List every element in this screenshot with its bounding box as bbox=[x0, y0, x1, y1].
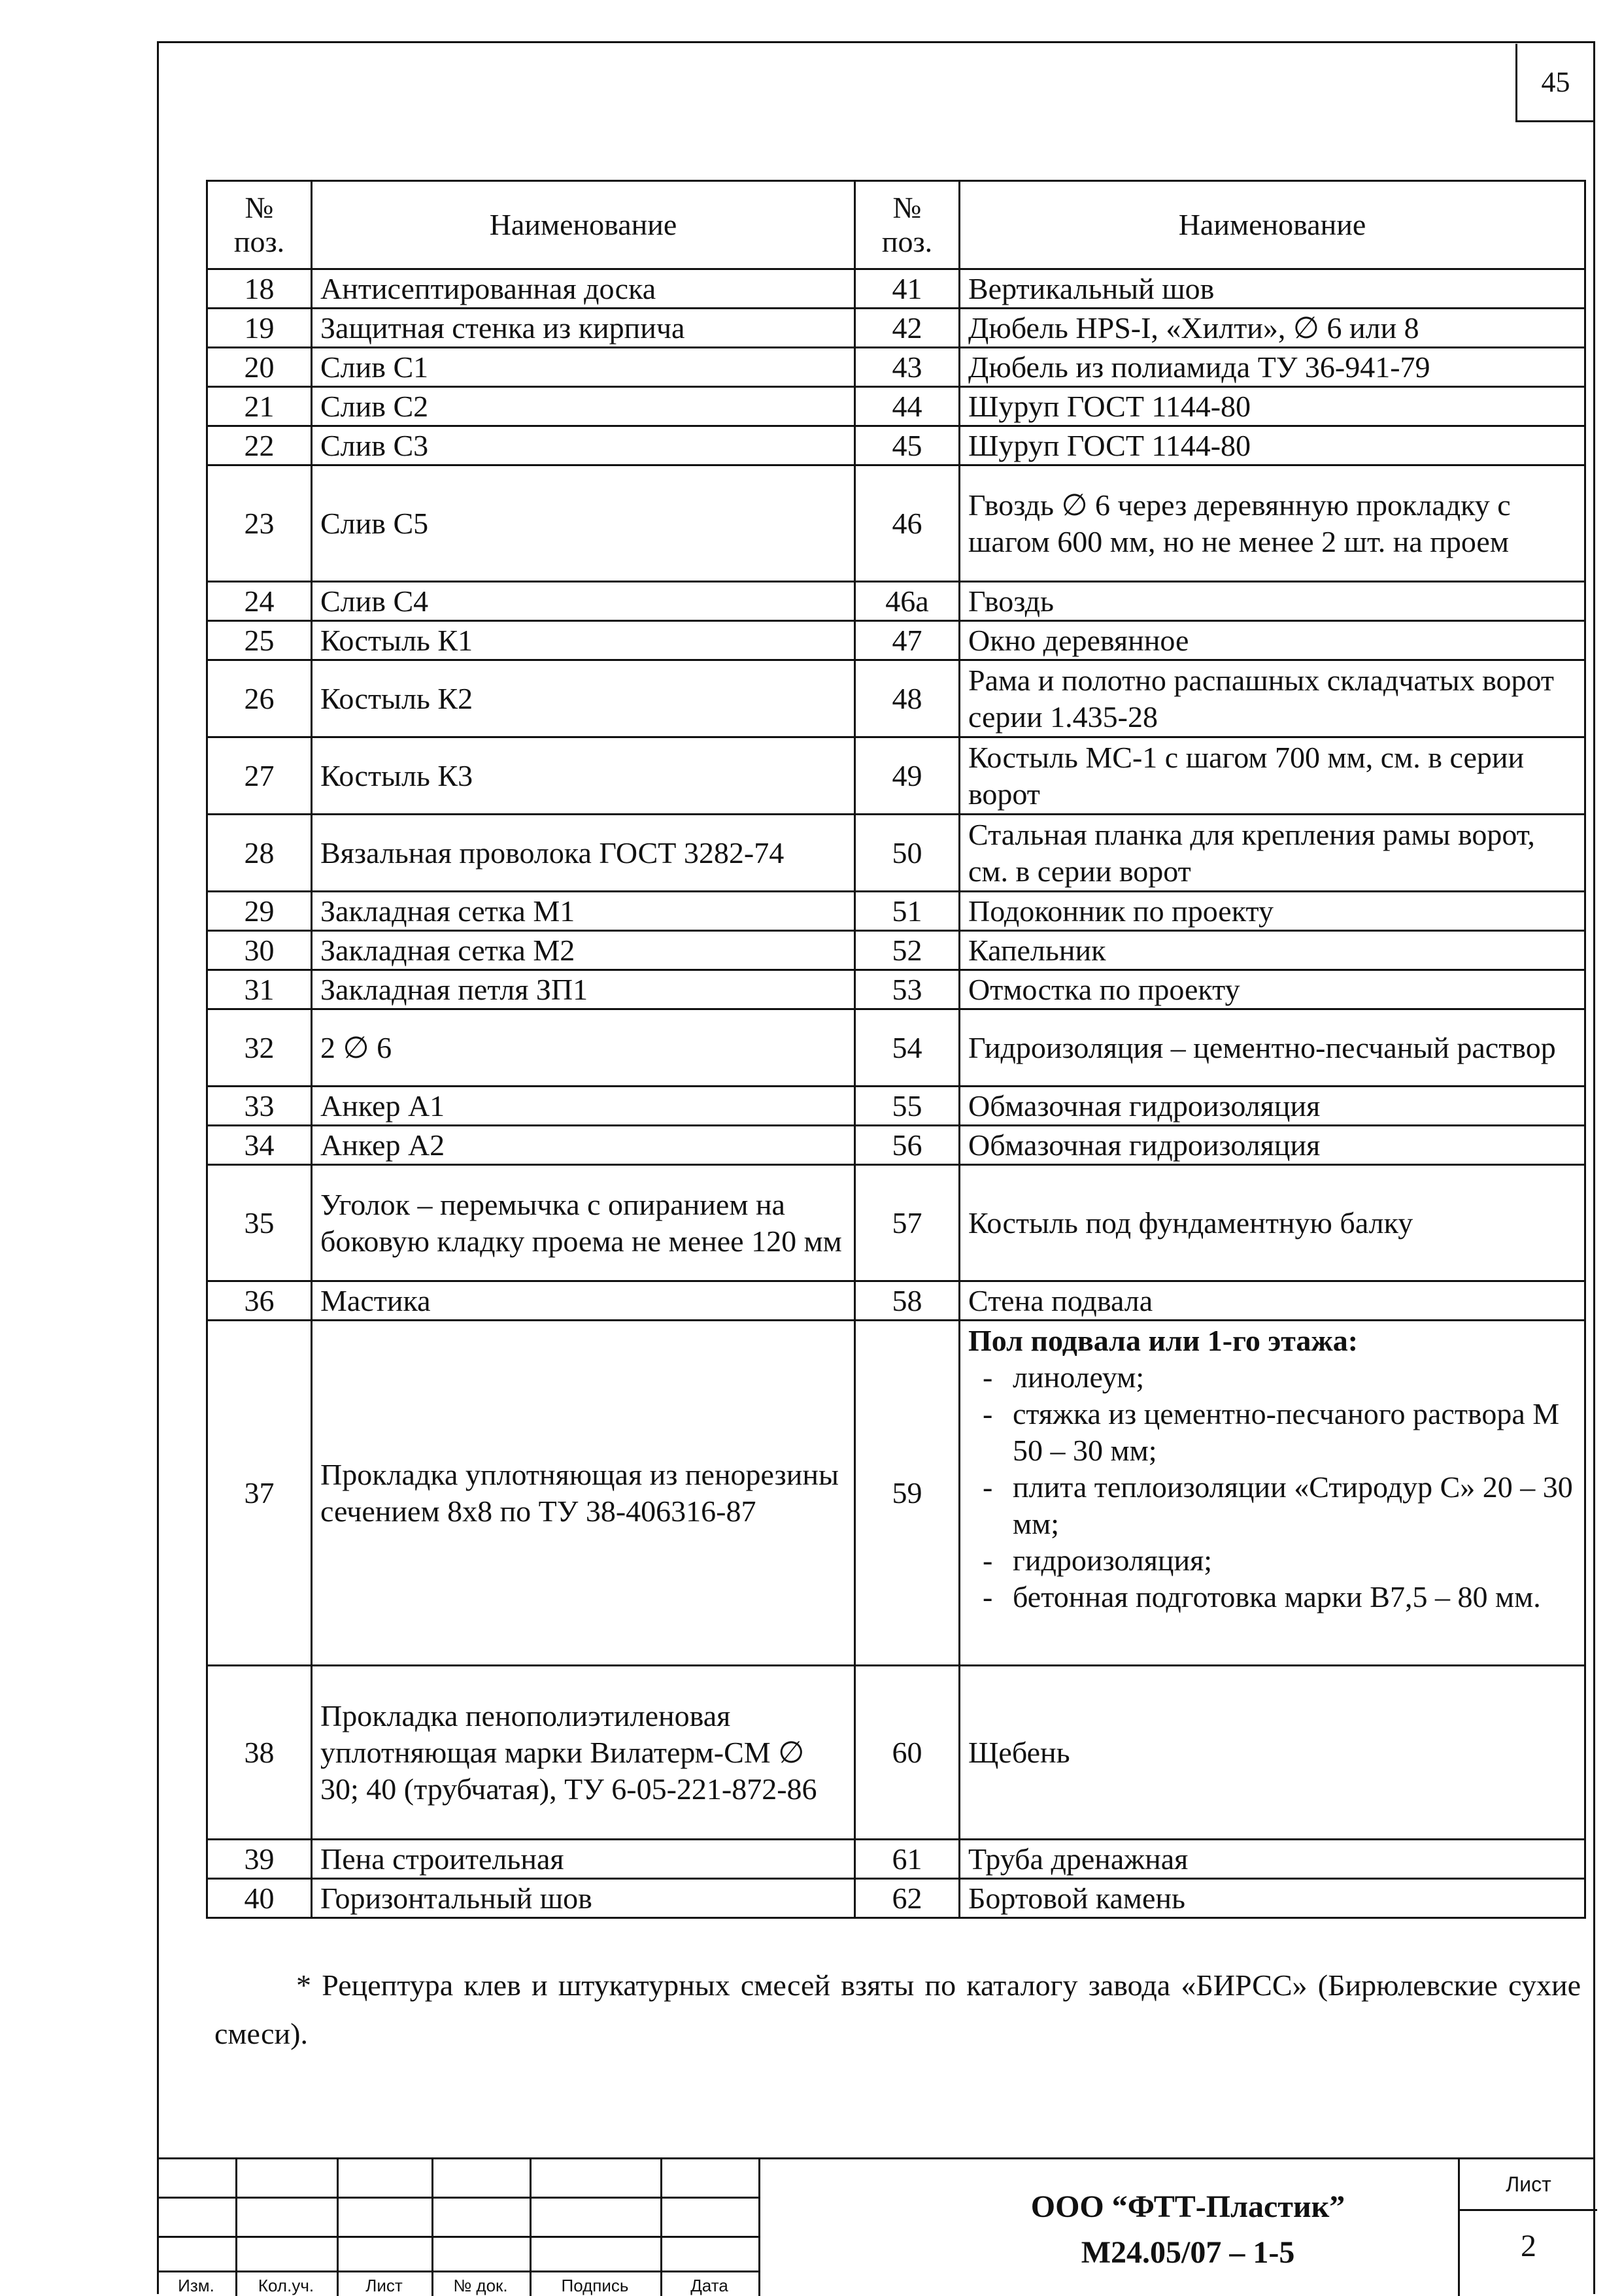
item-name: Вертикальный шов bbox=[960, 269, 1585, 309]
table-row bbox=[207, 931, 1585, 970]
position-number: 29 bbox=[207, 892, 312, 931]
item-name: Костыль К2 bbox=[312, 660, 855, 737]
item-name: Вязальная проволока ГОСТ 3282-74 bbox=[312, 815, 855, 892]
item-name: Бортовой камень bbox=[960, 1879, 1585, 1918]
item-name: Анкер А1 bbox=[312, 1087, 855, 1126]
item-name: Закладная петля ЗП1 bbox=[312, 970, 855, 1009]
table-row bbox=[207, 1087, 1585, 1126]
item-name: Гидроизоляция – цементно-песчаный раствор bbox=[960, 1009, 1585, 1087]
table-row bbox=[207, 1666, 1585, 1840]
item-name: Обмазочная гидроизоляция bbox=[960, 1126, 1585, 1165]
item-name: Костыль МС-1 с шагом 700 мм, см. в серии ворот bbox=[960, 737, 1585, 815]
header-name-right: Наименование bbox=[960, 181, 1585, 269]
item-name: Гвоздь ∅ 6 через деревянную прокладку с шагом 600 мм, но не менее 2 шт. на проем bbox=[960, 465, 1585, 582]
item-name: Костыль под фундаментную балку bbox=[960, 1165, 1585, 1281]
position-number: 33 bbox=[207, 1087, 312, 1126]
floor-spec-item: - бетонная подготовка марки В7,5 – 80 мм. bbox=[968, 1579, 1576, 1615]
position-number: 21 bbox=[207, 387, 312, 426]
table-header-row bbox=[207, 181, 1585, 269]
sheet-number: 2 bbox=[1521, 2229, 1536, 2263]
position-number: 50 bbox=[855, 815, 960, 892]
position-number: 46 bbox=[855, 465, 960, 582]
position-number: 18 bbox=[207, 269, 312, 309]
stamp-label: Кол.уч. bbox=[258, 2276, 314, 2295]
floor-spec-item: - плита теплоизоляции «Стиродур С» 20 – 30 мм; bbox=[968, 1469, 1576, 1542]
floor-spec-item: - гидроизоляция; bbox=[968, 1542, 1576, 1579]
position-number: 54 bbox=[855, 1009, 960, 1087]
position-number: 22 bbox=[207, 426, 312, 465]
table-row bbox=[207, 348, 1585, 387]
item-name: Слив С5 bbox=[312, 465, 855, 582]
item-name: Капельник bbox=[960, 931, 1585, 970]
table-row bbox=[207, 1009, 1585, 1087]
item-name: Костыль К3 bbox=[312, 737, 855, 815]
position-number: 27 bbox=[207, 737, 312, 815]
position-number: 34 bbox=[207, 1126, 312, 1165]
position-number: 42 bbox=[855, 309, 960, 348]
position-number: 38 bbox=[207, 1666, 312, 1840]
item-name: Костыль К1 bbox=[312, 621, 855, 660]
item-name: Горизонтальный шов bbox=[312, 1879, 855, 1918]
position-number: 56 bbox=[855, 1126, 960, 1165]
position-number: 20 bbox=[207, 348, 312, 387]
item-name: Обмазочная гидроизоляция bbox=[960, 1087, 1585, 1126]
table-row bbox=[207, 1165, 1585, 1281]
sheet-cell bbox=[1458, 2159, 1597, 2296]
item-name: Антисептированная доска bbox=[312, 269, 855, 309]
item-name: Прокладка пенополиэтиленовая уплотняющая марки Вилатерм-СМ ∅ 30; 40 (трубчатая), ТУ 6-05-221-872-86 bbox=[312, 1666, 855, 1840]
table-row bbox=[207, 1840, 1585, 1879]
position-number: 58 bbox=[855, 1281, 960, 1321]
item-name: Закладная сетка М2 bbox=[312, 931, 855, 970]
item-name: Защитная стенка из кирпича bbox=[312, 309, 855, 348]
position-number: 37 bbox=[207, 1321, 312, 1666]
footnote-text: * Рецептура клев и штукатурных смесей взяты по каталогу завода «БИРСС» (Бирюлевские сухие смеси). bbox=[214, 1968, 1581, 2050]
header-num-left: № поз. bbox=[207, 181, 312, 269]
position-number: 24 bbox=[207, 582, 312, 621]
position-number: 55 bbox=[855, 1087, 960, 1126]
position-number: 48 bbox=[855, 660, 960, 737]
table-row bbox=[207, 1281, 1585, 1321]
table-row bbox=[207, 1321, 1585, 1666]
table-row bbox=[207, 309, 1585, 348]
item-name: Шуруп ГОСТ 1144-80 bbox=[960, 426, 1585, 465]
floor-spec-list bbox=[968, 1359, 1576, 1615]
table-row bbox=[207, 1126, 1585, 1165]
table-row bbox=[207, 970, 1585, 1009]
position-number: 40 bbox=[207, 1879, 312, 1918]
table-row bbox=[207, 269, 1585, 309]
item-name: Подоконник по проекту bbox=[960, 892, 1585, 931]
position-number: 59 bbox=[855, 1321, 960, 1666]
item-name: Дюбель HPS-I, «Хилти», ∅ 6 или 8 bbox=[960, 309, 1585, 348]
position-number: 44 bbox=[855, 387, 960, 426]
table-row bbox=[207, 465, 1585, 582]
item-name: Уголок – перемычка с опиранием на боковую кладку проема не менее 120 мм bbox=[312, 1165, 855, 1281]
position-number: 53 bbox=[855, 970, 960, 1009]
item-name: Стена подвала bbox=[960, 1281, 1585, 1321]
item-name: 2 ∅ 6 bbox=[312, 1009, 855, 1087]
table-row bbox=[207, 1879, 1585, 1918]
revision-grid bbox=[157, 2159, 760, 2296]
table-row bbox=[207, 582, 1585, 621]
stamp-label: № док. bbox=[453, 2276, 508, 2295]
stamp-label: Подпись bbox=[561, 2276, 629, 2295]
sheet-label: Лист bbox=[1460, 2172, 1597, 2211]
footnote bbox=[214, 1961, 1581, 2058]
position-number: 19 bbox=[207, 309, 312, 348]
position-number: 36 bbox=[207, 1281, 312, 1321]
table-row bbox=[207, 387, 1585, 426]
position-number: 28 bbox=[207, 815, 312, 892]
item-name: Прокладка уплотняющая из пенорезины сечением 8х8 по ТУ 38-406316-87 bbox=[312, 1321, 855, 1666]
table-row bbox=[207, 892, 1585, 931]
position-number: 57 bbox=[855, 1165, 960, 1281]
table-row bbox=[207, 426, 1585, 465]
position-number: 60 bbox=[855, 1666, 960, 1840]
position-number: 23 bbox=[207, 465, 312, 582]
position-number: 35 bbox=[207, 1165, 312, 1281]
position-number: 47 bbox=[855, 621, 960, 660]
position-number: 61 bbox=[855, 1840, 960, 1879]
position-number: 51 bbox=[855, 892, 960, 931]
item-name: Слив С1 bbox=[312, 348, 855, 387]
item-name: Пена строительная bbox=[312, 1840, 855, 1879]
position-number: 32 bbox=[207, 1009, 312, 1087]
page-number: 45 bbox=[1515, 44, 1594, 122]
item-name: Слив С4 bbox=[312, 582, 855, 621]
stamp-label: Лист bbox=[365, 2276, 403, 2295]
item-name: Мастика bbox=[312, 1281, 855, 1321]
position-number: 45 bbox=[855, 426, 960, 465]
position-number: 30 bbox=[207, 931, 312, 970]
item-name: Рама и полотно распашных складчатых ворот серии 1.435-28 bbox=[960, 660, 1585, 737]
specification-table bbox=[206, 180, 1586, 1919]
stamp-label: Изм. bbox=[178, 2276, 214, 2295]
position-number: 39 bbox=[207, 1840, 312, 1879]
item-name: Закладная сетка М1 bbox=[312, 892, 855, 931]
floor-spec-title: Пол подвала или 1-го этажа: bbox=[968, 1324, 1359, 1357]
position-number: 49 bbox=[855, 737, 960, 815]
item-name: Слив С2 bbox=[312, 387, 855, 426]
table-row bbox=[207, 621, 1585, 660]
item-name: Слив С3 bbox=[312, 426, 855, 465]
item-name: Стальная планка для крепления рамы ворот, см. в серии ворот bbox=[960, 815, 1585, 892]
position-number: 62 bbox=[855, 1879, 960, 1918]
position-number: 43 bbox=[855, 348, 960, 387]
table-row bbox=[207, 815, 1585, 892]
floor-spec-item: - стяжка из цементно-песчаного раствора М 50 – 30 мм; bbox=[968, 1396, 1576, 1469]
item-name: Анкер А2 bbox=[312, 1126, 855, 1165]
item-name bbox=[960, 1321, 1585, 1666]
stamp-label: Дата bbox=[690, 2276, 728, 2295]
item-name: Отмостка по проекту bbox=[960, 970, 1585, 1009]
position-number: 31 bbox=[207, 970, 312, 1009]
position-number: 41 bbox=[855, 269, 960, 309]
position-number: 52 bbox=[855, 931, 960, 970]
header-num-right: № поз. bbox=[855, 181, 960, 269]
position-number: 46а bbox=[855, 582, 960, 621]
item-name: Труба дренажная bbox=[960, 1840, 1585, 1879]
title-block bbox=[157, 2157, 1595, 2294]
floor-spec-item: - линолеум; bbox=[968, 1359, 1576, 1396]
position-number: 26 bbox=[207, 660, 312, 737]
organization-name: ООО “ФТТ-Пластик” bbox=[1030, 2189, 1345, 2224]
item-name: Дюбель из полиамида ТУ 36-941-79 bbox=[960, 348, 1585, 387]
table-row bbox=[207, 660, 1585, 737]
document-code: М24.05/07 – 1-5 bbox=[1081, 2235, 1295, 2270]
item-name: Окно деревянное bbox=[960, 621, 1585, 660]
item-name: Щебень bbox=[960, 1666, 1585, 1840]
item-name: Шуруп ГОСТ 1144-80 bbox=[960, 387, 1585, 426]
header-name-left: Наименование bbox=[312, 181, 855, 269]
table-row bbox=[207, 737, 1585, 815]
position-number: 25 bbox=[207, 621, 312, 660]
item-name: Гвоздь bbox=[960, 582, 1585, 621]
